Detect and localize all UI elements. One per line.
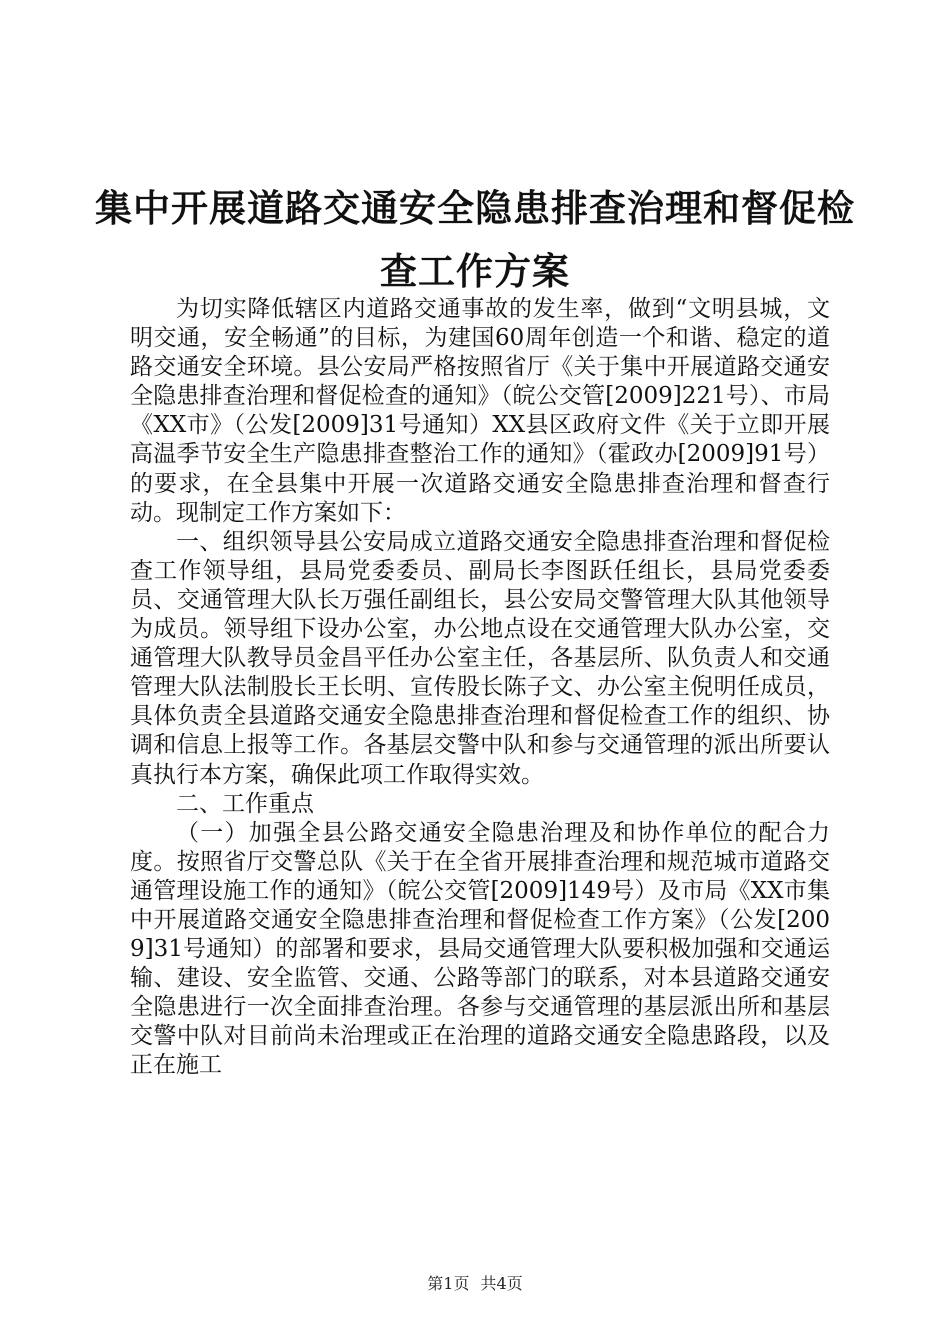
- section-heading-key-work: 二、工作重点: [176, 790, 314, 817]
- document-title-line-1: 集中开展道路交通安全隐患排查治理和督促检: [95, 186, 855, 230]
- page-footer: [0, 1271, 950, 1294]
- page-number: 第1页: [427, 1274, 470, 1293]
- page-total: 共4页: [480, 1274, 523, 1293]
- document-title-line-2: 查工作方案: [380, 249, 570, 293]
- paragraph-intro: 为切实降低辖区内道路交通事故的发生率，做到“文明县城，文明交通，安全畅通”的目标，为建国60周年创造一个和谐、稳定的道路交通安全环境。县公安局严格按照省厅《关于集中开展道路交通安全隐患排查治理和督促检查的通知》（皖公交管[2009]221号）、市局《XX市》（公发[2009]31号通知）XX县区政府文件《关于立即开展高温季节安全生产隐患排查整治工作的通知》（霍政办[2009]91号）的要求，在全县集中开展一次道路交通安全隐患排查治理和督查行动。现制定工作方案如下：: [130, 296, 830, 526]
- paragraph-organization: 一、组织领导县公安局成立道路交通安全隐患排查治理和督促检查工作领导组，县局党委委员、副局长李图跃任组长，县局党委委员、交通管理大队长万强任副组长，县公安局交警管理大队其他领导为成员。领导组下设办公室，办公地点设在交通管理大队办公室，交通管理大队教导员金昌平任办公室主任，各基层所、队负责人和交通管理大队法制股长王长明、宣传股长陈子文、办公室主倪明任成员，具体负责全县道路交通安全隐患排查治理和督促检查工作的组织、协调和信息上报等工作。各基层交警中队和参与交通管理的派出所要认真执行本方案，确保此项工作取得实效。: [130, 528, 830, 788]
- document-body: [130, 295, 830, 1081]
- paragraph-key-work-1: （一）加强全县公路交通安全隐患治理及和协作单位的配合力度。按照省厅交警总队《关于在全省开展排查治理和规范城市道路交通管理设施工作的通知》（皖公交管[2009]149号）及市局《XX市集中开展道路交通安全隐患排查治理和督促检查工作方案》（公发[2009]31号通知）的部署和要求，县局交通管理大队要积极加强和交通运输、建设、安全监管、交通、公路等部门的联系，对本县道路交通安全隐患进行一次全面排查治理。各参与交通管理的基层派出所和基层交警中队对目前尚未治理或正在治理的道路交通安全隐患路段，以及正在施工: [130, 819, 830, 1079]
